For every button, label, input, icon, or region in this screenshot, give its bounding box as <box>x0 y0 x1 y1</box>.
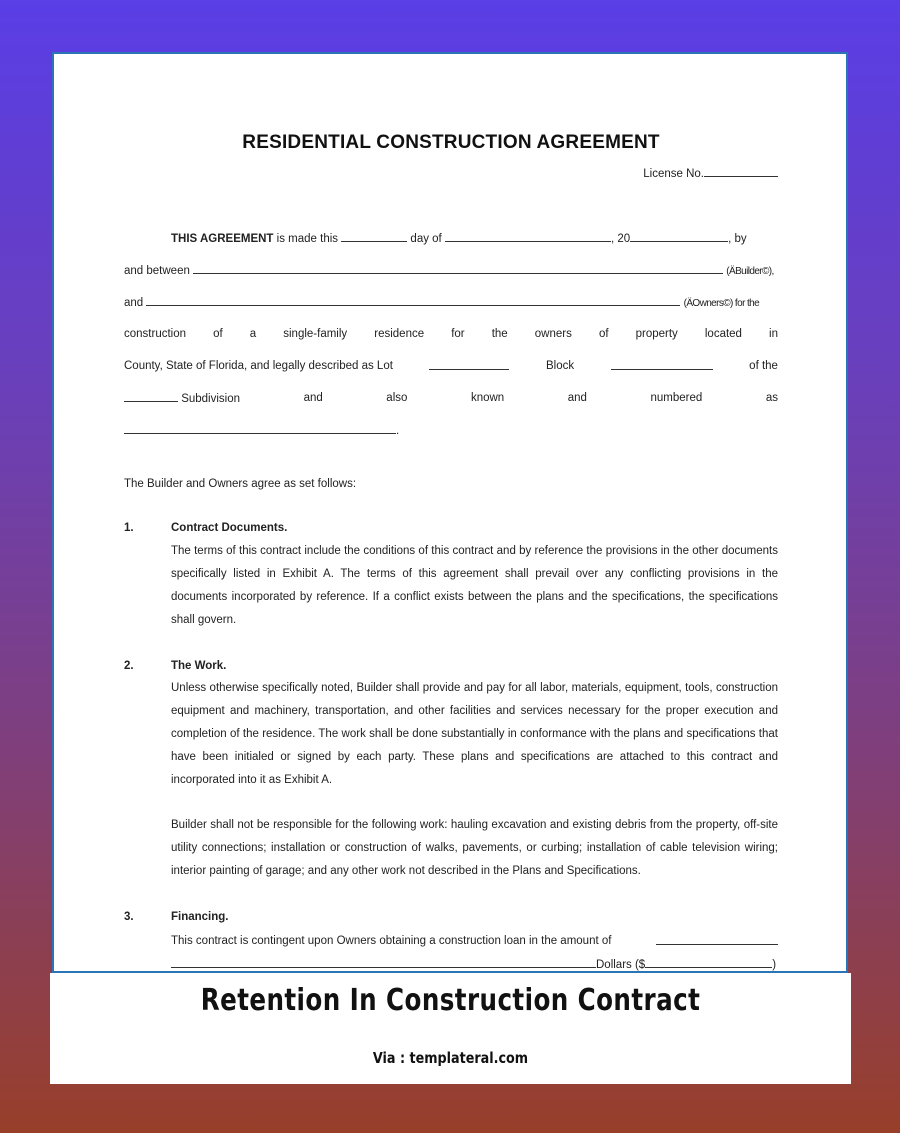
blank-line <box>645 957 772 968</box>
intro-word: in <box>769 328 778 340</box>
intro-word: Subdivision <box>178 393 241 405</box>
intro-line-2: and between (ÄBuilder©), <box>124 265 774 277</box>
license-number: License No. <box>643 166 778 180</box>
blank-line <box>656 934 778 945</box>
intro-line-7: . <box>124 423 778 437</box>
intro-line-4 <box>124 327 778 341</box>
intro-word: property <box>635 328 678 340</box>
blank-line <box>146 295 680 306</box>
financing-line-1: This contract is contingent upon Owners obtaining a construction loan in the amount of <box>171 934 778 948</box>
intro-line-3: and (ÄOwners©) for the <box>124 297 760 309</box>
section-paragraph: Builder shall not be responsible for the following work: hauling excavation and existing debris from the property, off-site utility connections; installation or construction of walks, pavements, or curbing; installation of cable television wiring; interior painting of garage; and any other work not described in the Plans and Specifications. <box>171 819 778 877</box>
blank-line <box>611 359 713 370</box>
section-heading: The Work. <box>171 660 227 672</box>
section-number: 3. <box>124 911 134 923</box>
intro-word: owners <box>534 328 572 340</box>
blank-line <box>171 957 596 968</box>
intro-word: of <box>598 328 609 340</box>
intro-word: for <box>451 328 465 340</box>
intro-word: and <box>567 392 587 404</box>
section-paragraph: The terms of this contract include the conditions of this contract and by reference the provisions in the other documents specifically listed in Exhibit A. The terms of this agreement shall prevail over any conflicting provisions in the documents incorporated by reference. If a conflict exists between the plans and the specifications, the specifications shall govern. <box>171 545 778 626</box>
caption-banner <box>50 973 851 1084</box>
intro-word: also <box>386 392 408 404</box>
document-page <box>52 52 848 973</box>
blank-line <box>193 263 723 274</box>
section-number: 1. <box>124 522 134 534</box>
intro-word: located <box>704 328 742 340</box>
intro-word: the <box>491 328 508 340</box>
blank-line <box>429 359 509 370</box>
section-heading: Financing. <box>171 911 229 923</box>
intro-word: and <box>303 392 323 404</box>
blank-line <box>630 231 728 242</box>
section-paragraph: Unless otherwise specifically noted, Builder shall provide and pay for all labor, materials, equipment, tools, construction equipment and machinery, transportation, and other facilities and services necessary for the proper execution and completion of the residence. The work shall be done substantially in conformance with the plans and specifications that have been initialed or signed by each party. These plans and specifications are attached to this contract and incorporated into it as Exhibit A. <box>171 682 778 786</box>
intro-word: construction <box>124 328 187 340</box>
agree-statement: The Builder and Owners agree as set follows: <box>124 478 357 490</box>
intro-word: a <box>249 328 257 340</box>
intro-word: residence <box>374 328 425 340</box>
blank-line <box>124 423 396 434</box>
blank-line <box>341 231 407 242</box>
intro-line-5: County, State of Florida, and legally described as Lot Block of the <box>124 360 778 372</box>
caption-title: Retention In Construction Contract <box>200 983 701 1018</box>
financing-line-2: Dollars ($ ) <box>171 957 783 971</box>
intro-line-1: THIS AGREEMENT is made this day of , 20 , by <box>171 233 747 245</box>
intro-word: of <box>213 328 223 340</box>
intro-word: known <box>470 392 505 404</box>
intro-word: as <box>765 392 778 404</box>
intro-word: single-family <box>283 328 348 340</box>
document-title: RESIDENTIAL CONSTRUCTION AGREEMENT <box>242 132 660 153</box>
blank-line <box>704 166 778 177</box>
intro-word: numbered <box>650 392 703 404</box>
section-heading: Contract Documents. <box>171 522 288 534</box>
blank-line <box>445 231 611 242</box>
section-number: 2. <box>124 660 134 672</box>
intro-line-6 <box>124 391 778 405</box>
caption-source-link[interactable]: Via : templateral.com <box>372 1049 529 1067</box>
blank-line <box>124 391 178 402</box>
